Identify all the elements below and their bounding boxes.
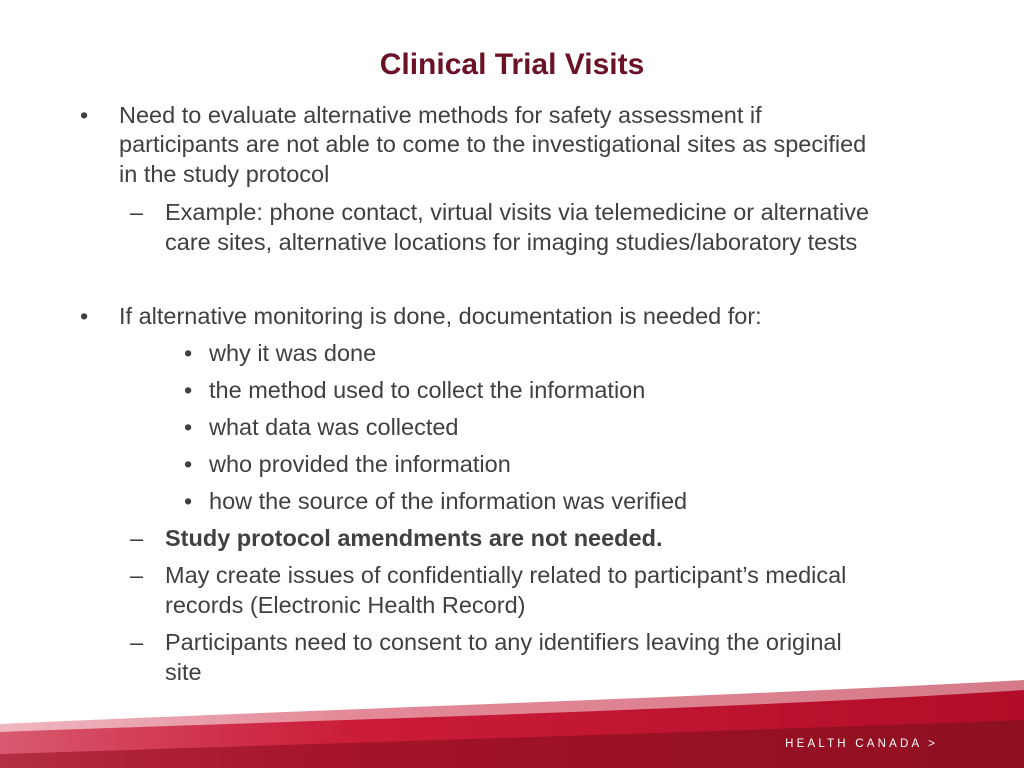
bullet2-dash3-line-1: Participants need to consent to any identifiers leaving the original	[165, 629, 842, 655]
sub-bullet-marker: •	[184, 488, 193, 514]
bullet2-subitem: what data was collected	[209, 414, 459, 440]
sub-bullet-marker: •	[184, 414, 193, 440]
bullet1-line-2: participants are not able to come to the investigational sites as specified	[119, 131, 867, 157]
sub-bullet-marker: •	[184, 340, 193, 366]
bullet2-subitem: how the source of the information was verified	[209, 488, 688, 514]
health-canada-brand: HEALTH CANADA >	[785, 738, 938, 750]
dash-marker: –	[130, 199, 144, 225]
bullet-marker: •	[80, 102, 89, 128]
bullet1-line-1: Need to evaluate alternative methods for safety assessment if	[119, 102, 762, 128]
bullet2-dash2-line-2: records (Electronic Health Record)	[165, 592, 526, 618]
sub-bullet-marker: •	[184, 377, 193, 403]
bullet2-dash3-line-2: site	[165, 659, 202, 685]
bullet-marker: •	[80, 303, 89, 329]
dash-marker: –	[130, 629, 144, 655]
bullet1-sub-line-1: Example: phone contact, virtual visits via telemedicine or alternative	[165, 199, 870, 225]
dash-marker: –	[130, 562, 144, 588]
dash-marker: –	[130, 525, 144, 551]
bullet1-sub-line-2: care sites, alternative locations for imaging studies/laboratory tests	[165, 229, 858, 255]
sub-bullet-marker: •	[184, 451, 193, 477]
bullet1-line-3: in the study protocol	[119, 161, 330, 187]
bullet2-dash-bold: Study protocol amendments are not needed.	[165, 525, 663, 551]
bullet2-dash2-line-1: May create issues of confidentially related to participant’s medical	[165, 562, 847, 588]
bullet2-subitem: the method used to collect the information	[209, 377, 646, 403]
bullet2-subitem: why it was done	[209, 340, 377, 366]
bullet2-subitem: who provided the information	[209, 451, 511, 477]
bullet2-line: If alternative monitoring is done, documentation is needed for:	[119, 303, 762, 329]
slide-title: Clinical Trial Visits	[379, 48, 645, 81]
footer-band	[0, 680, 1024, 768]
